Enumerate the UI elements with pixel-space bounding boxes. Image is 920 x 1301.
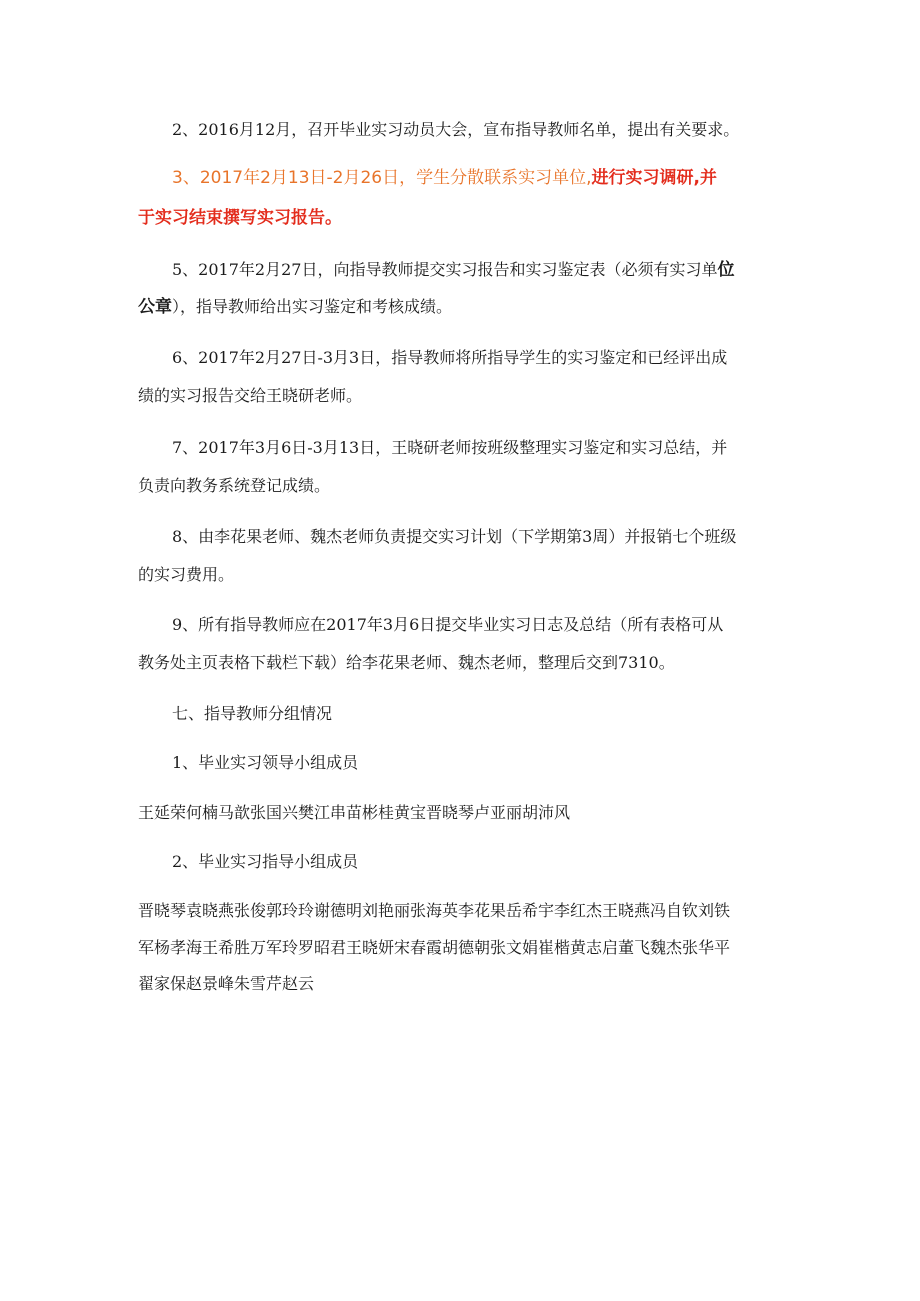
item-5-text-a: 5、2017年2月27日，向指导教师提交实习报告和实习鉴定表（必须有实习单 [172, 260, 718, 279]
item-5-text-b: ），指导教师给出实习鉴定和考核成绩。 [172, 297, 453, 316]
item-2-text: 2、2016月12月，召开毕业实习动员大会，宣布指导教师名单，提出有关要求。 [172, 120, 740, 139]
instructors-heading-text: 2、毕业实习指导小组成员 [172, 852, 359, 871]
item-8-text-1: 8、由李花果老师、魏杰老师负责提交实习计划（下学期第3周）并报销七个班级 [172, 527, 737, 546]
item-3-line-1 [172, 170, 717, 186]
item-5-line-1 [172, 262, 734, 278]
item-3-line-2 [138, 210, 342, 226]
item-7-text-1: 7、2017年3月6日-3月13日，王晓研老师按班级整理实习鉴定和实习总结，并 [172, 438, 728, 457]
instructors-list-line-3 [138, 976, 314, 992]
item-6-line-1 [172, 350, 727, 366]
item-3-red-text: 进行实习调研,并 [591, 168, 717, 188]
item-7-text-2: 负责向教务系统登记成绩。 [138, 476, 331, 495]
section-7-heading [172, 706, 332, 722]
instructors-list-line-2 [138, 940, 730, 956]
item-8-line-1 [172, 529, 736, 545]
leaders-list-text: 王延荣何楠马歆张国兴樊江串苗彬桂黄宝晋晓琴卢亚丽胡沛风 [138, 803, 571, 822]
item-6-line-2 [138, 388, 362, 404]
item-6-text-1: 6、2017年2月27日-3月3日，指导教师将所指导学生的实习鉴定和已经评出成 [172, 348, 728, 367]
leaders-heading [172, 755, 358, 771]
item-5-line-2 [138, 299, 452, 315]
instructors-list-text-1: 晋晓琴袁晓燕张俊郭玲玲谢德明刘艳丽张海英李花果岳希宇李红杰王晓燕冯自钦刘铁 [138, 901, 731, 920]
instructors-heading [172, 854, 358, 870]
item-3-orange-text: 3、2017年2月13日-2月26日，学生分散联系实习单位, [172, 168, 592, 188]
item-6-text-2: 绩的实习报告交给王晓研老师。 [138, 386, 363, 405]
item-9-line-2 [138, 655, 675, 671]
section-7-heading-text: 七、指导教师分组情况 [172, 704, 333, 723]
instructors-list-text-3: 翟家保赵景峰朱雪芹赵云 [138, 974, 315, 993]
item-5-bold-b: 公章 [138, 297, 172, 317]
item-2 [172, 122, 739, 138]
item-5-bold-a: 位 [717, 260, 735, 280]
item-9-text-1: 9、所有指导教师应在2017年3月6日提交毕业实习日志及总结（所有表格可从 [172, 615, 724, 634]
item-9-line-1 [172, 617, 723, 633]
instructors-list-line-1 [138, 903, 730, 919]
item-9-text-2: 教务处主页表格下载栏下载）给李花果老师、魏杰老师，整理后交到7310。 [138, 653, 675, 672]
item-8-line-2 [138, 567, 234, 583]
leaders-list [138, 805, 570, 821]
item-8-text-2: 的实习费用。 [138, 565, 235, 584]
instructors-list-text-2: 军杨孝海王希胜万军玲罗昭君王晓妍宋春霞胡德朝张文娟崔楷黄志启董飞魏杰张华平 [138, 938, 731, 957]
leaders-heading-text: 1、毕业实习领导小组成员 [172, 753, 359, 772]
item-7-line-2 [138, 478, 330, 494]
item-7-line-1 [172, 440, 727, 456]
item-3-red-text-2: 于实习结束撰写实习报告。 [138, 208, 342, 228]
